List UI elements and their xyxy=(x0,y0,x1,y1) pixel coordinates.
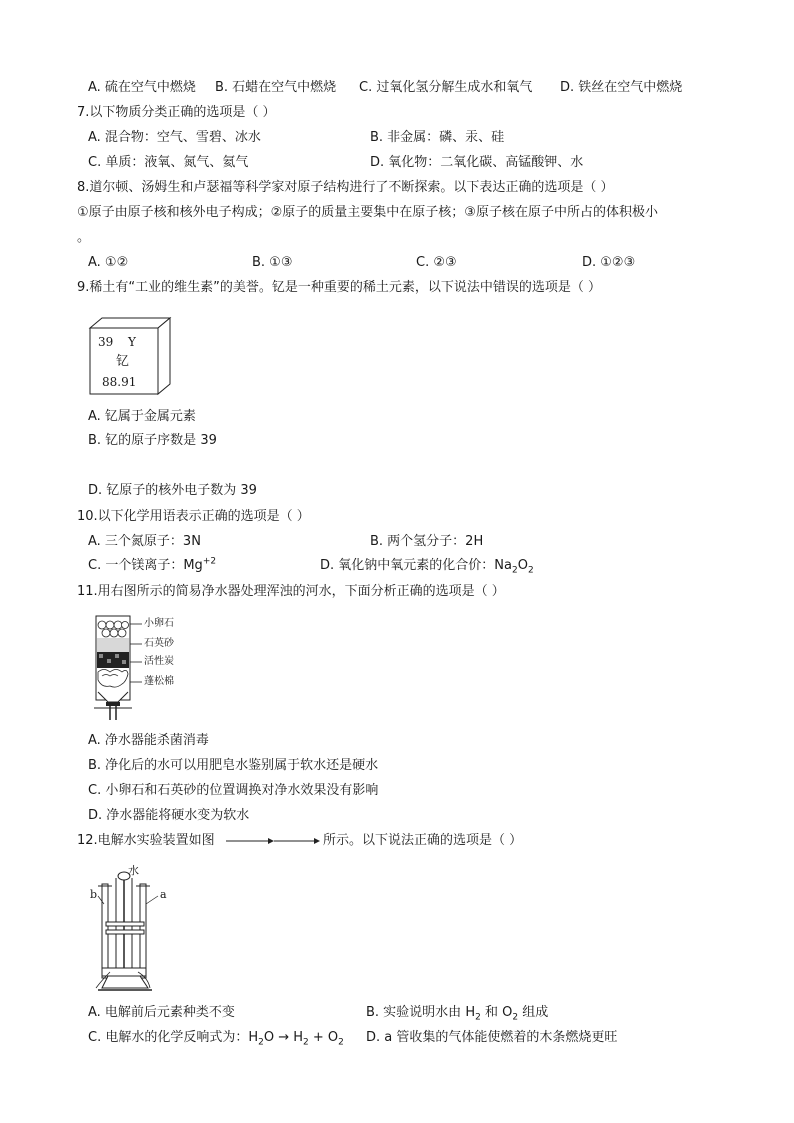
q12-stem-end: 所示。以下说法正确的选项是（ ） xyxy=(323,833,523,848)
element-mass: 88.91 xyxy=(102,375,137,389)
q10-option-b: B. 两个氢分子：2H xyxy=(370,534,484,549)
element-symbol: Y xyxy=(128,335,136,349)
element-number: 39 xyxy=(98,335,114,349)
q7-option-b: B. 非金属：磷、汞、硅 xyxy=(370,130,505,145)
q7-option-a: A. 混合物：空气、雪碧、冰水 xyxy=(88,130,261,145)
element-name: 钇 xyxy=(116,354,130,369)
q6-option-b: B. 石蜡在空气中燃烧 xyxy=(215,80,337,95)
q10-option-a: A. 三个氮原子：3N xyxy=(88,534,201,549)
q8-stem: 8.道尔顿、汤姆生和卢瑟福等科学家对原子结构进行了不断探索。以下表达正确的选项是（ ） xyxy=(77,180,614,195)
label-activated-carbon: 活性炭 xyxy=(144,656,174,667)
label-quartz-sand: 石英砂 xyxy=(144,638,174,649)
electrolysis-apparatus-figure xyxy=(88,864,178,996)
q10-stem: 10.以下化学用语表示正确的选项是（ ） xyxy=(77,509,310,524)
label-cotton: 蓬松棉 xyxy=(144,676,174,687)
q12-option-b: B. 实验说明水由 $H_2$ 和 $O_2$ 组成 xyxy=(366,1005,549,1023)
q8-statement-end: 。 xyxy=(77,230,91,245)
q9-option-d: D. 钇原子的核外电子数为 39 xyxy=(88,483,257,498)
q11-stem: 11.用右图所示的简易净水器处理浑浊的河水，下面分析正确的选项是（ ） xyxy=(77,584,505,599)
q12-option-a: A. 电解前后元素种类不变 xyxy=(88,1005,235,1020)
q6-option-d: D. 铁丝在空气中燃烧 xyxy=(560,80,683,95)
q11-option-c: C. 小卵石和石英砂的位置调换对净水效果没有影响 xyxy=(88,783,379,798)
q8-option-b: B. ①③ xyxy=(252,255,293,270)
label-tube-b: b xyxy=(90,888,98,901)
q11-option-d: D. 净水器能将硬水变为软水 xyxy=(88,808,250,823)
q7-option-c: C. 单质：液氧、氮气、氦气 xyxy=(88,155,249,170)
q9-option-b: B. 钇的原子序数是 39 xyxy=(88,433,217,448)
q8-statement: ①原子由原子核和核外电子构成；②原子的质量主要集中在原子核；③原子核在原子中所占的体积极小 xyxy=(77,205,658,220)
double-arrow-icon xyxy=(224,834,320,848)
q7-option-d: D. 氧化物：二氧化碳、高锰酸钾、水 xyxy=(370,155,584,170)
label-pebbles: 小卵石 xyxy=(144,618,174,629)
q9-option-a: A. 钇属于金属元素 xyxy=(88,409,196,424)
q8-option-c: C. ②③ xyxy=(416,255,457,270)
label-tube-a: a xyxy=(160,888,167,901)
q10-option-d: D. 氧化钠中氧元素的化合价：$Na_2O_2$ xyxy=(320,558,534,576)
q11-option-b: B. 净化后的水可以用肥皂水鉴别属于软水还是硬水 xyxy=(88,758,379,773)
element-cell-figure xyxy=(88,316,174,396)
q10-option-c: C. 一个镁离子：$Mg^{+2}$ xyxy=(88,556,217,573)
q12-stem-start: 12.电解水实验装置如图 xyxy=(77,833,215,848)
q9-stem: 9.稀土有“工业的维生素”的美誉。钇是一种重要的稀土元素，以下说法中错误的选项是（ ） xyxy=(77,280,602,295)
q12-option-c: C. 电解水的化学反响式为：$H_2O \to H_2 + O_2$ xyxy=(88,1030,344,1048)
label-water: 水 xyxy=(128,864,139,877)
q11-option-a: A. 净水器能杀菌消毒 xyxy=(88,733,209,748)
q8-option-a: A. ①② xyxy=(88,255,129,270)
q7-stem: 7.以下物质分类正确的选项是（ ） xyxy=(77,105,276,120)
water-filter-figure xyxy=(90,612,200,724)
q8-option-d: D. ①②③ xyxy=(582,255,636,270)
q6-option-a: A. 硫在空气中燃烧 xyxy=(88,80,196,95)
q6-option-c: C. 过氧化氢分解生成水和氧气 xyxy=(359,80,533,95)
q12-option-d: D. a 管收集的气体能使燃着的木条燃烧更旺 xyxy=(366,1030,618,1045)
